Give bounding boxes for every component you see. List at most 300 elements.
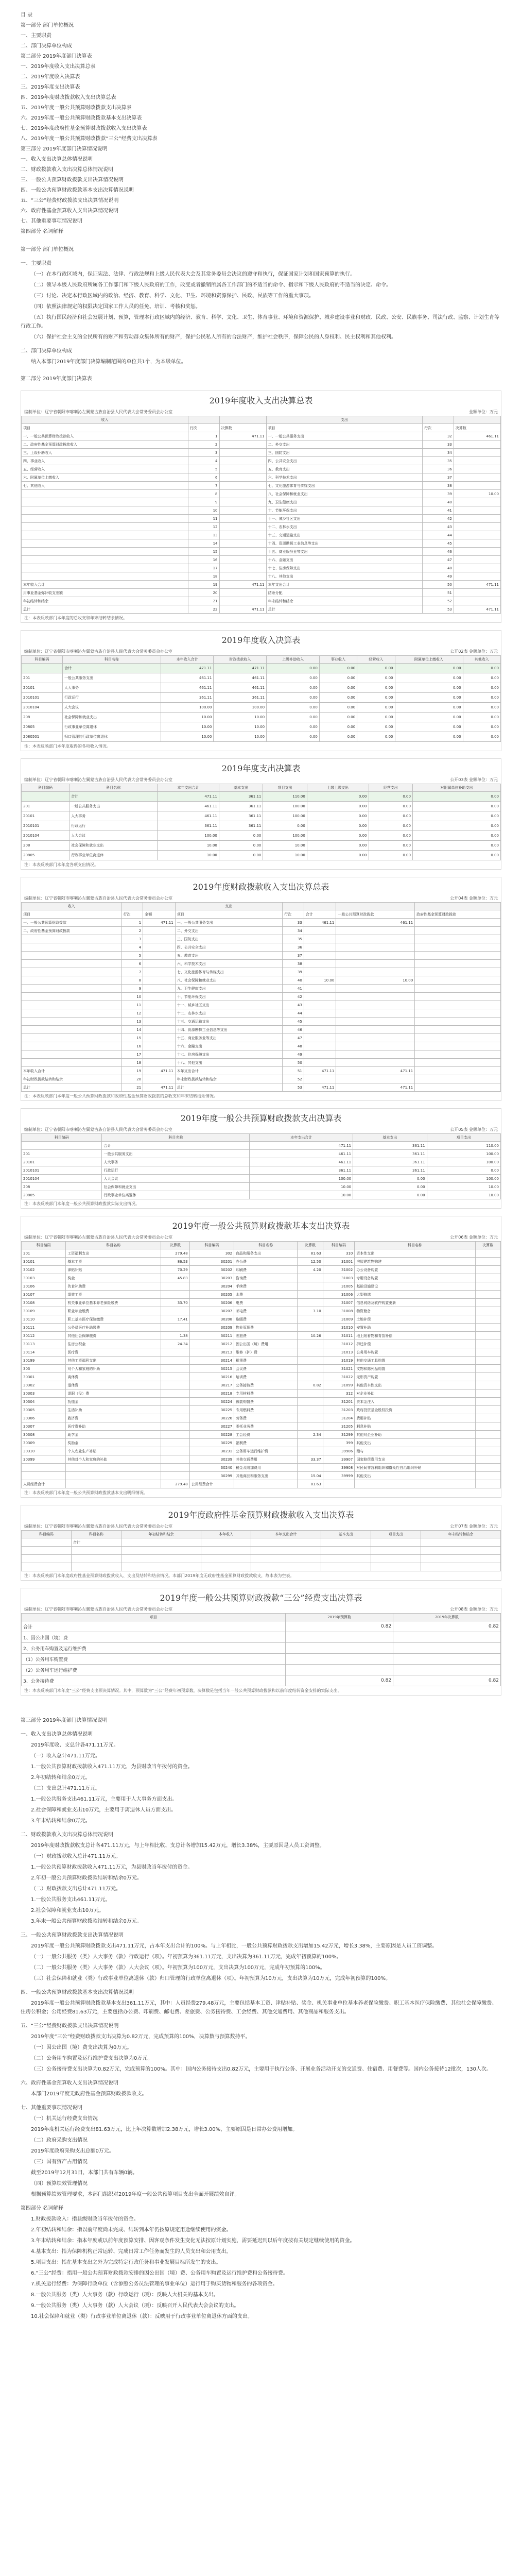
table-cell: 10.00 — [214, 713, 267, 722]
table-cell: 4 — [188, 457, 219, 465]
table-cell: 十八、其他支出 — [266, 572, 423, 581]
table-cell: 退休费 — [66, 1381, 161, 1389]
table-cell: 国家赔偿费用支出 — [355, 1455, 475, 1464]
table-cell: 信息网络及软件购置更新 — [355, 1299, 475, 1307]
table-cell: 年初财政拨款结转和结余 — [22, 1075, 122, 1083]
table-cell: 49 — [423, 572, 454, 581]
toc-item: 二、财政拨款收入支出决算总体情况说明 — [21, 167, 113, 173]
table-cell: 十七、住房保障支出 — [266, 564, 423, 572]
table-cell: 费用补贴 — [355, 1414, 475, 1422]
column-header: 收入 — [22, 903, 122, 910]
table-cell: 44 — [283, 1009, 304, 1018]
toc-item: 二、2019年度收入决算表 — [21, 74, 80, 80]
section-paragraph: （二）政府采购支出情况 — [31, 2138, 88, 2143]
table-cell — [161, 1431, 189, 1439]
table-cell: 三、国防支出 — [175, 935, 282, 943]
amount-unit: 公开06表 金额单位：万元 — [450, 1235, 498, 1240]
table-cell — [393, 1643, 501, 1654]
table-cell: 十七、住房保障支出 — [175, 1050, 282, 1059]
table-cell: 471.11 — [161, 664, 214, 673]
table-cell: 人大会议 — [102, 1175, 250, 1183]
column-header: 本年支出合计 — [250, 1134, 353, 1142]
table-row — [22, 985, 501, 993]
toc-item: 第二部分 2019年度部门决算表 — [21, 54, 92, 59]
section-paragraph: 10.社会保障和就业（类）行政事业单位离退休（款）：反映用于行政事业单位离退休方面的支出。 — [31, 2314, 253, 2319]
table-cell: 九、卫生健康支出 — [266, 498, 423, 506]
column-header: 决算数 — [475, 1242, 500, 1249]
table-row — [22, 664, 501, 673]
table-cell: 公务接待费 — [234, 1381, 298, 1389]
table-cell: 50 — [283, 1059, 304, 1067]
table-cell: 0.82 — [298, 1381, 323, 1389]
table-cell: 0.82 — [286, 1675, 393, 1686]
section-paragraph: 9.一般公共服务（类）人大事务（款）人大会议（项）：反映召开人民代表大会会议的支出。 — [31, 2303, 239, 2309]
table-row — [22, 1621, 501, 1632]
column-header: 支出 — [175, 903, 282, 910]
table-cell: 物资储备 — [355, 1307, 475, 1315]
table-cell: 30199 — [22, 1357, 66, 1365]
table-cell — [298, 1365, 323, 1373]
table-cell: 项目 — [22, 910, 122, 919]
table-row — [22, 1034, 501, 1042]
table-cell — [66, 1472, 161, 1480]
column-header: 本年收入合计 — [161, 656, 214, 664]
table-cell — [143, 927, 176, 935]
toc-item: 七、其他重要事项情况说明 — [21, 218, 82, 224]
table-cell: 1 — [188, 432, 219, 440]
table-cell: 30305 — [22, 1406, 66, 1414]
table-cell: 46 — [283, 1026, 304, 1034]
table-cell: 0.00 — [307, 841, 369, 851]
table-cell — [415, 1018, 501, 1026]
report-table-4 — [21, 877, 501, 1101]
table-cell: 机关事业单位基本养老保险缴费 — [66, 1299, 161, 1307]
table-cell — [286, 1643, 393, 1654]
table-cell — [22, 1464, 66, 1472]
table-cell — [336, 993, 415, 1001]
table-cell: 31012 — [323, 1340, 355, 1348]
toc-item: 二、部门决算单位构成 — [21, 43, 72, 49]
table-cell: 八、社会保障和就业支出 — [175, 976, 282, 985]
table-row — [22, 498, 501, 506]
table-cell: 0.00 — [219, 841, 263, 851]
table-cell: 行政事业单位离退休 — [69, 851, 158, 860]
table-row — [22, 1059, 501, 1067]
table-cell: 461.11 — [161, 673, 214, 683]
table-cell: 30102 — [22, 1266, 66, 1274]
table-cell: 三、国防支出 — [266, 449, 423, 457]
table-cell: 医疗费 — [66, 1348, 161, 1357]
column-header — [143, 903, 176, 910]
table-cell: 42 — [423, 515, 454, 523]
table-cell: 20101 — [22, 811, 69, 821]
table-cell: 30226 — [189, 1414, 234, 1422]
table-cell: 0.00 — [267, 722, 320, 732]
column-header — [336, 903, 415, 910]
column-header — [415, 903, 501, 910]
table-cell — [201, 1555, 251, 1563]
table-row — [22, 1258, 501, 1266]
compiling-unit: 编制单位：辽宁省朝阳市喀喇沁左翼蒙古族自治县人民代表大会常务委员会办公室 — [24, 410, 172, 414]
table-cell: 0.00 — [463, 693, 500, 703]
table-cell: 208 — [22, 841, 69, 851]
table-row — [22, 935, 501, 943]
table-cell — [143, 968, 176, 976]
section-paragraph: （一）机关运行经费支出情况 — [31, 2116, 98, 2122]
column-header: 上级补助收入 — [267, 656, 320, 664]
table-cell: 专用燃料费 — [234, 1406, 298, 1414]
table-cell: 拆迁补偿 — [355, 1340, 475, 1348]
table-cell — [454, 548, 500, 556]
table-cell: 100.00 — [158, 831, 219, 841]
table-row — [22, 1183, 501, 1191]
table-cell: 3、公务接待费 — [22, 1675, 286, 1686]
table-row — [22, 1299, 501, 1307]
table-cell: 0.00 — [463, 713, 500, 722]
column-header: 2019年预算数 — [286, 1614, 393, 1621]
table-cell: 0.00 — [267, 693, 320, 703]
table-cell: 31006 — [323, 1291, 355, 1299]
table-cell: 十二、农林水支出 — [175, 1009, 282, 1018]
table-cell — [298, 1406, 323, 1414]
table-cell — [143, 1059, 176, 1067]
table-cell — [22, 548, 188, 556]
table-cell — [304, 960, 336, 968]
table-note: 注：本表反映部门本年度一般公共预算财政拨款和政府性基金预算财政拨款的总收支和年末结转结余情况。 — [24, 1094, 218, 1098]
section-paragraph: 2019年度财政拨款收支总计各471.11万元，与上年相比收、支总计各增加15.42万元，增长3.38%，主要原因是人员工资调整。 — [31, 1843, 325, 1849]
table-cell: 项目 — [22, 424, 188, 432]
table-cell: 30301 — [22, 1373, 66, 1381]
table-row — [22, 1142, 501, 1150]
table-cell: 30112 — [22, 1332, 66, 1340]
table-cell — [304, 1059, 336, 1067]
table-cell: 十六、金融支出 — [266, 556, 423, 564]
table-cell: 19 — [121, 1067, 143, 1075]
table-row — [22, 1158, 501, 1166]
table-row — [22, 581, 501, 589]
table-cell: 201 — [22, 1150, 102, 1158]
table-cell — [201, 1547, 251, 1555]
table-cell: 奖金 — [66, 1274, 161, 1282]
table-cell: 其他社会保障缴费 — [66, 1332, 161, 1340]
table-cell: 手续费 — [234, 1282, 298, 1291]
table-cell: 0.00 — [369, 831, 412, 841]
table-cell: 30214 — [189, 1357, 234, 1365]
table-cell: 10.00 — [263, 851, 307, 860]
table-cell: 0.00 — [267, 732, 320, 742]
table-row — [22, 1009, 501, 1018]
table-cell: 0.00 — [412, 792, 500, 802]
table-cell: 471.11 — [336, 1067, 415, 1075]
table-cell: 471.11 — [250, 1142, 353, 1150]
table-cell — [415, 968, 501, 976]
table-cell: 302 — [189, 1249, 234, 1258]
column-header: 收入 — [22, 416, 188, 424]
table-cell — [415, 1001, 501, 1009]
table-row — [22, 490, 501, 498]
table-cell: 51 — [283, 1067, 304, 1075]
table-cell: 461.11 — [214, 673, 267, 683]
table-cell: 0.00 — [219, 831, 263, 841]
table-cell: 3 — [121, 935, 143, 943]
table-cell — [251, 1538, 321, 1547]
table-cell: 30213 — [189, 1348, 234, 1357]
section-heading: 四、一般公共预算财政拨款基本支出决算情况说明 — [21, 1990, 134, 1995]
table-cell — [304, 1050, 336, 1059]
table-cell: 100.00 — [263, 802, 307, 811]
table-cell — [475, 1340, 500, 1348]
table-cell: 行政运行 — [102, 1166, 250, 1175]
table-cell: 其他资本性支出 — [355, 1381, 475, 1389]
table-cell — [161, 1357, 189, 1365]
table-cell: 行次 — [283, 910, 304, 919]
table-cell — [161, 1414, 189, 1422]
table-cell: 0.00 — [307, 792, 369, 802]
table-cell: 0.00 — [263, 821, 307, 831]
table-cell: 0.82 — [286, 1621, 393, 1632]
table-cell — [415, 1042, 501, 1050]
table-cell — [161, 1324, 189, 1332]
table-cell: 361.11 — [214, 693, 267, 703]
table-cell — [219, 482, 266, 490]
table-cell: 361.11 — [250, 1166, 353, 1175]
table-cell — [393, 1632, 501, 1643]
table-cell — [22, 935, 122, 943]
table-cell: 2080501 — [22, 732, 63, 742]
table-title: 2019年度一般公共预算财政拨款基本支出决算表 — [172, 1221, 350, 1231]
table-cell: 公务用车购置 — [355, 1348, 475, 1357]
table-cell — [161, 1406, 189, 1414]
column-header: 基本支出 — [219, 784, 263, 792]
section-paragraph: 2019年度政府采购支出总额0万元。 — [31, 2148, 114, 2154]
table-cell: 30205 — [189, 1291, 234, 1299]
table-cell — [22, 556, 188, 564]
table-row — [22, 1340, 501, 1348]
table-cell: 十一、城乡社区支出 — [175, 1001, 282, 1009]
table-cell — [161, 1447, 189, 1455]
table-cell: 10.00 — [304, 976, 336, 985]
table-cell: 31010 — [323, 1324, 355, 1332]
table-cell: 279.48 — [161, 1249, 189, 1258]
table-cell: 二、外交支出 — [266, 440, 423, 449]
table-cell: 0.00 — [357, 713, 395, 722]
table-cell — [161, 1381, 189, 1389]
table-cell — [475, 1406, 500, 1414]
table-cell: 利息补贴 — [355, 1422, 475, 1431]
table-cell: 471.11 — [214, 664, 267, 673]
table-cell: 决算数 — [219, 424, 266, 432]
table-title: 2019年度财政拨款收入支出决算总表 — [193, 882, 329, 892]
section-paragraph: 2.社会保障和就业支出10万元。 — [31, 1908, 105, 1913]
table-cell: 0.00 — [357, 664, 395, 673]
table-cell: 0.00 — [307, 802, 369, 811]
duty-paragraph: （二）领导本级人民政府所属各工作部门和下级人民政府的工作，改变或者撤销所属各工作部门的不适当的命令、指示和下级人民政府的不适当的决定、命令。 — [31, 282, 391, 288]
table-cell: 政府投资基金股权投资 — [355, 1406, 475, 1414]
table-cell: 0.00 — [395, 693, 463, 703]
table-cell: 8 — [121, 976, 143, 985]
table-cell: 42 — [283, 993, 304, 1001]
table-cell: 20805 — [22, 1191, 102, 1199]
table-cell — [22, 968, 122, 976]
table-cell: 印刷费 — [234, 1266, 298, 1274]
table-row — [22, 457, 501, 465]
table-cell: 2010101 — [22, 821, 69, 831]
part3-section — [21, 1716, 501, 2321]
table-cell: 30240 — [189, 1464, 234, 1472]
table-cell: 40 — [423, 498, 454, 506]
table-row — [22, 1389, 501, 1398]
table-cell — [22, 1009, 122, 1018]
table-cell — [143, 1009, 176, 1018]
table-cell: 0.00 — [427, 1166, 500, 1175]
table-cell — [475, 1455, 500, 1464]
table-cell: 100.00 — [427, 1150, 500, 1158]
column-header: 科目名称 — [355, 1242, 475, 1249]
table-cell — [121, 1563, 201, 1571]
table-cell: 39907 — [323, 1455, 355, 1464]
table-cell — [371, 1547, 421, 1555]
table-cell: 17.41 — [161, 1315, 189, 1324]
table-cell: 差旅费 — [234, 1332, 298, 1340]
table-cell: （1）公务用车购置费 — [22, 1654, 286, 1665]
table-cell — [22, 1018, 122, 1026]
table-note: 注：本表反映部门本年度各项支出情况。 — [24, 862, 98, 867]
table-cell — [219, 457, 266, 465]
table-meta — [21, 1605, 501, 1613]
table-note: 注：本表反映部门本年度取得的各项收入情况。 — [24, 744, 111, 749]
table-cell: 17 — [188, 564, 219, 572]
part3-body — [21, 1730, 501, 2321]
table-cell — [415, 927, 501, 935]
table-cell: 社会保障和就业支出 — [69, 841, 158, 851]
data-table — [21, 1133, 501, 1199]
table-cell: 279.48 — [161, 1480, 189, 1488]
table-cell — [321, 1555, 371, 1563]
table-cell — [219, 523, 266, 531]
table-cell: 0.00 — [357, 732, 395, 742]
table-cell — [454, 506, 500, 515]
table-cell: 31013 — [323, 1348, 355, 1357]
column-header: 项目支出 — [371, 1531, 421, 1538]
table-cell — [22, 1034, 122, 1042]
table-row — [22, 1654, 501, 1665]
table-cell: 35 — [283, 935, 304, 943]
table-cell — [286, 1654, 393, 1665]
table-row — [22, 851, 501, 860]
table-cell — [415, 919, 501, 927]
table-row — [22, 673, 501, 683]
table-cell — [22, 943, 122, 952]
part1-sub1: 一、主要职责 — [21, 261, 51, 266]
table-cell: 31008 — [323, 1307, 355, 1315]
table-row — [22, 1166, 501, 1175]
table-cell: 14 — [121, 1026, 143, 1034]
table-cell: 10 — [121, 993, 143, 1001]
table-cell: 30201 — [189, 1258, 234, 1266]
section-paragraph: 2.社会保障和就业支出10万元，主要用于离退休人员方面支出。 — [31, 1807, 177, 1813]
table-cell — [475, 1348, 500, 1357]
table-meta — [21, 1126, 501, 1133]
table-cell — [336, 960, 415, 968]
table-cell: 30207 — [189, 1307, 234, 1315]
table-cell — [415, 952, 501, 960]
column-header: 科目名称 — [102, 1134, 250, 1142]
table-cell: 30204 — [189, 1282, 234, 1291]
table-cell: 总计 — [22, 605, 188, 614]
table-cell: 十六、金融支出 — [175, 1042, 282, 1050]
section-paragraph: （三）公务接待费支出决算为0.82万元，完成预算的100%。其中：国内公务接待支出0.82万元，主要用于执行公务、开展业务活动开支的交通费、住宿费、用餐费等。国内公务接待12批次，130人次。 — [31, 2066, 492, 2072]
table-cell: 电费 — [234, 1299, 298, 1307]
table-cell — [454, 473, 500, 482]
table-cell: 0.00 — [369, 811, 412, 821]
table-cell: 30303 — [22, 1389, 66, 1398]
table-cell — [219, 589, 266, 597]
table-cell: 0.00 — [267, 703, 320, 713]
section-paragraph: 2.年初结转和结余：指以前年度尚未完成、结转到本年仍按原规定用途继续使用的资金。 — [31, 2227, 232, 2233]
column-header: 科目编码 — [22, 656, 63, 664]
table-row — [22, 1249, 501, 1258]
table-cell: 10.00 — [161, 722, 214, 732]
table-cell: 0.00 — [412, 831, 500, 841]
table-cell — [475, 1447, 500, 1455]
table-cell: 二、政府性基金预算财政拨款收入 — [22, 440, 188, 449]
table-row — [22, 432, 501, 440]
table-cell: 30304 — [22, 1398, 66, 1406]
table-cell: 租赁费 — [234, 1357, 298, 1365]
table-cell: 0.00 — [353, 1183, 427, 1191]
table-cell: 31003 — [323, 1274, 355, 1282]
table-cell — [22, 523, 188, 531]
table-cell — [304, 943, 336, 952]
table-title: 2019年度政府性基金预算财政拨款收入支出决算表 — [168, 1510, 354, 1520]
table-cell: 0.00 — [412, 851, 500, 860]
table-cell: 0.00 — [319, 664, 357, 673]
column-header: 科目编码 — [22, 1531, 72, 1538]
table-cell: 208 — [22, 713, 63, 722]
table-cell — [161, 1365, 189, 1373]
column-header — [454, 416, 500, 424]
table-cell: 11 — [121, 1001, 143, 1009]
table-cell — [161, 1389, 189, 1398]
table-cell: 五、教育支出 — [175, 952, 282, 960]
table-cell — [304, 1018, 336, 1026]
table-cell: 100.00 — [250, 1175, 353, 1183]
table-cell: 2010104 — [22, 703, 63, 713]
table-cell: 39908 — [323, 1464, 355, 1472]
table-cell: 201 — [22, 802, 69, 811]
table-cell — [22, 539, 188, 548]
table-cell — [475, 1439, 500, 1447]
table-cell — [454, 457, 500, 465]
table-cell — [201, 1563, 251, 1571]
table-cell: 0.00 — [319, 713, 357, 722]
table-cell: 30399 — [22, 1455, 66, 1464]
table-cell: 人大事务 — [102, 1158, 250, 1166]
table-cell — [298, 1274, 323, 1282]
table-cell — [161, 1307, 189, 1315]
table-row — [22, 1042, 501, 1050]
table-cell: 31001 — [323, 1258, 355, 1266]
tables-container — [21, 391, 501, 1696]
table-cell: 461.11 — [250, 1158, 353, 1166]
table-row — [22, 1447, 501, 1455]
table-cell: 本年支出合计 — [175, 1067, 282, 1075]
table-row — [22, 976, 501, 985]
table-row — [22, 531, 501, 539]
table-cell — [475, 1365, 500, 1373]
table-cell: 合计 — [102, 1142, 250, 1150]
part2-title: 第二部分 2019年度部门决算表 — [21, 376, 92, 382]
